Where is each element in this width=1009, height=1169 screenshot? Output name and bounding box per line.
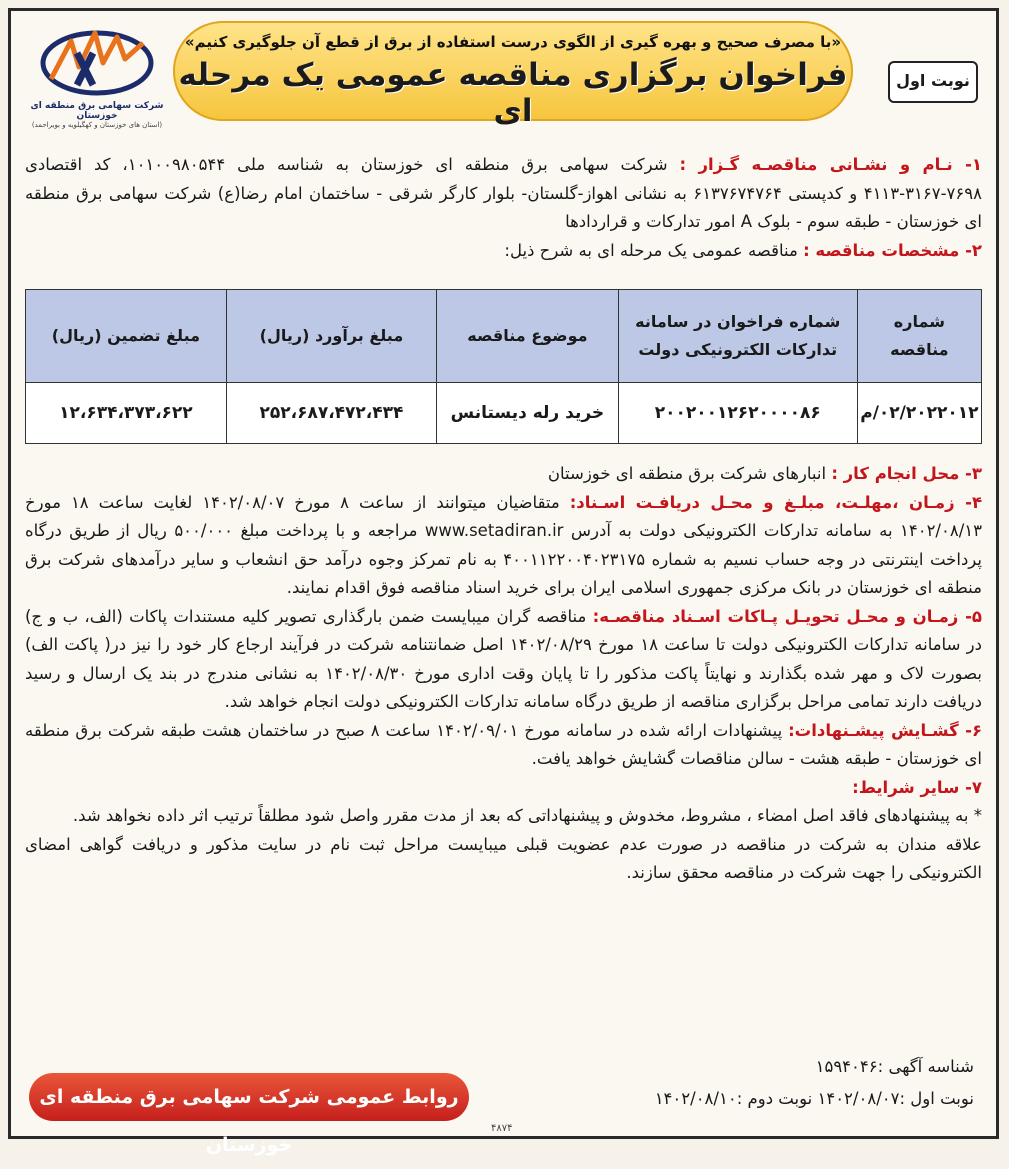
section-6-heading: ۶- گشـایش پیشـنهادات: [788, 720, 983, 740]
section-1-heading: ۱- نـام و نشـانی مناقصـه گـزار : [679, 155, 982, 174]
logo-company-name: شرکت سهامی برق منطقه ای خوزستان [30, 101, 164, 121]
section-7 [25, 774, 982, 803]
section-3 [25, 460, 982, 489]
cell-tender-number: ۰۲/۲۰۲۲۰۱۲/م [857, 383, 981, 444]
section-3-heading: ۳- محل انجام کار : [831, 464, 982, 483]
section-4-text: متقاضیان میتوانند از ساعت ۸ مورخ ۱۴۰۲/۰۸/۰۷ لغایت ساعت ۱۸ مورخ ۱۴۰۲/۰۸/۱۳ به سامانه تدارکات الکترونیکی دولت به آدرس www.setadiran.ir مراجعه و با پرداخت مبلغ ۵۰۰/۰۰۰ ریال از طریق درگاه پرداخت اینترنتی در وجه حساب نسیم به شماره ۴۰۰۱۱۲۲۰۰۴۰۲۳۱۷۵ به نام تمرکز وجوه درآمد حق انشعاب و سایر درآمدهای شرکت برق منطقه ای خوزستان در بانک مرکزی جمهوری اسلامی ایران برای خرید اسناد مناقصه فوق اقدام نمایند. [25, 492, 983, 597]
section-4 [25, 489, 982, 603]
section-6-text: پیشنهادات ارائه شده در سامانه مورخ ۱۴۰۲/۰۹/۰۱ ساعت ۸ صبح در ساختمان هشت طبقه شرکت برق منطقه ای خوزستان - طبقه هشت - سالن مناقصات گشایش خواهد یافت. [25, 720, 982, 768]
page-title: فراخوان برگزاری مناقصه عمومی یک مرحله ای [178, 57, 848, 129]
section-4-heading: ۴- زمـان ،مهلـت، مبلـغ و محـل دریافـت اسـناد: [569, 492, 983, 512]
cell-subject: خرید رله دیستانس [437, 383, 619, 444]
tender-notice-page [8, 8, 999, 1156]
company-logo [27, 23, 167, 127]
slogan: «با مصرف صحیح و بهره گیری از الگوی درست استفاده از برق از قطع آن جلوگیری کنیم» [184, 33, 842, 51]
col-header-call-number: شماره فراخوان در سامانه تدارکات الکترونیکی دولت [618, 290, 857, 383]
notice-body [25, 151, 982, 888]
ad-id: شناسه آگهی :۱۵۹۴۰۴۶ [815, 1057, 974, 1076]
section-5-text: مناقصه گران میبایست ضمن بارگذاری تصویر کلیه مستندات پاکات (الف، ب و ج) در سامانه تدارکات الکترونیکی دولت تا ساعت ۱۸ مورخ ۱۴۰۲/۰۸/۲۹ اصل ضمانتنامه شرکت در فرآیند ارجاع کار خود را نیز در( پاکت الف) بصورت لاک و مهر شده بگذارند و نهایتاً پاکت مذکور را تا پایان وقت اداری مورخ ۱۴۰۲/۰۸/۳۰ به نشانی مندرج در بند یک ارسال و رسید دریافت دارند تمامی مراحل برگزاری مناقصه از طریق درگاه سامانه تدارکات الکترونیکی دولت انجام خواهد شد. [25, 606, 982, 711]
section-3-text: انبارهای شرکت برق منطقه ای خوزستان [547, 464, 832, 483]
section-7-heading: ۷- سایر شرایط: [852, 777, 982, 797]
section-7-bullet: * به پیشنهادهای فاقد اصل امضاء ، مشروط، مخدوش و پیشنهاداتی که بعد از مدت مقرر واصل شود مطلقاً ترتیب اثر داده نخواهد شد. [72, 806, 982, 825]
cell-estimate: ۲۵۲،۶۸۷،۴۷۲،۴۳۴ [226, 383, 436, 444]
col-header-tender-number: شماره مناقصه [857, 290, 981, 383]
power-utility-logo-icon [37, 23, 157, 99]
logo-subtitle: (استان های خوزستان و کهگیلویه و بویراحمد) [31, 121, 163, 129]
tender-table-wrap [25, 289, 982, 444]
section-2-text: مناقصه عمومی یک مرحله ای به شرح ذیل: [504, 240, 804, 260]
col-header-guarantee: مبلغ تضمین (ریال) [26, 290, 227, 383]
section-2-heading: ۲- مشخصات مناقصه : [803, 240, 982, 260]
section-5-heading: ۵- زمـان و محـل تحویـل پـاکات اسـناد مناقصـه: [592, 606, 982, 626]
round-badge: نوبت اول [888, 61, 978, 103]
footer-code: ۴۸۷۴ [491, 1123, 513, 1134]
section-1-text: شرکت سهامی برق منطقه ای خوزستان به شناسه ملی ۱۰۱۰۰۹۸۰۵۴۴، کد اقتصادی ۷۶۹۸-۳۱۶۷-۴۱۱۳ و کدپستی ۶۱۳۷۶۷۴۷۶۴ به نشانی اهواز-گلستان- بلوار کارگر شرقی - ساختمان امام رضا(ع) شرکت سهامی برق منطقه ای خوزستان - طبقه سوم - بلوک A امور تدارکات و قراردادها [25, 155, 982, 231]
section-5 [25, 603, 982, 717]
cell-call-number: ۲۰۰۲۰۰۱۲۶۲۰۰۰۰۸۶ [618, 383, 857, 444]
section-2 [25, 237, 982, 266]
publisher-banner: روابط عمومی شرکت سهامی برق منطقه ای خوزستان [29, 1073, 469, 1121]
title-banner [173, 21, 853, 129]
cell-guarantee: ۱۲،۶۳۴،۳۷۳،۶۲۲ [26, 383, 227, 444]
section-7-text: علاقه مندان به شرکت در مناقصه در صورت عدم عضویت قبلی میبایست مراحل ثبت نام در سایت مذکور و دریافت گواهی امضای الکترونیکی را جهت شرکت در مناقصه محقق سازند. [25, 834, 982, 882]
notice-header [23, 19, 988, 131]
table-header-row [26, 290, 982, 383]
col-header-estimate: مبلغ برآورد (ریال) [226, 290, 436, 383]
section-6 [25, 717, 982, 774]
col-header-subject: موضوع مناقصه [437, 290, 619, 383]
tender-table [25, 289, 982, 444]
table-row [26, 383, 982, 444]
section-1 [25, 151, 982, 237]
publish-dates: نوبت اول :۱۴۰۲/۰۸/۰۷ نوبت دوم :۱۴۰۲/۰۸/۱۰ [654, 1089, 974, 1108]
